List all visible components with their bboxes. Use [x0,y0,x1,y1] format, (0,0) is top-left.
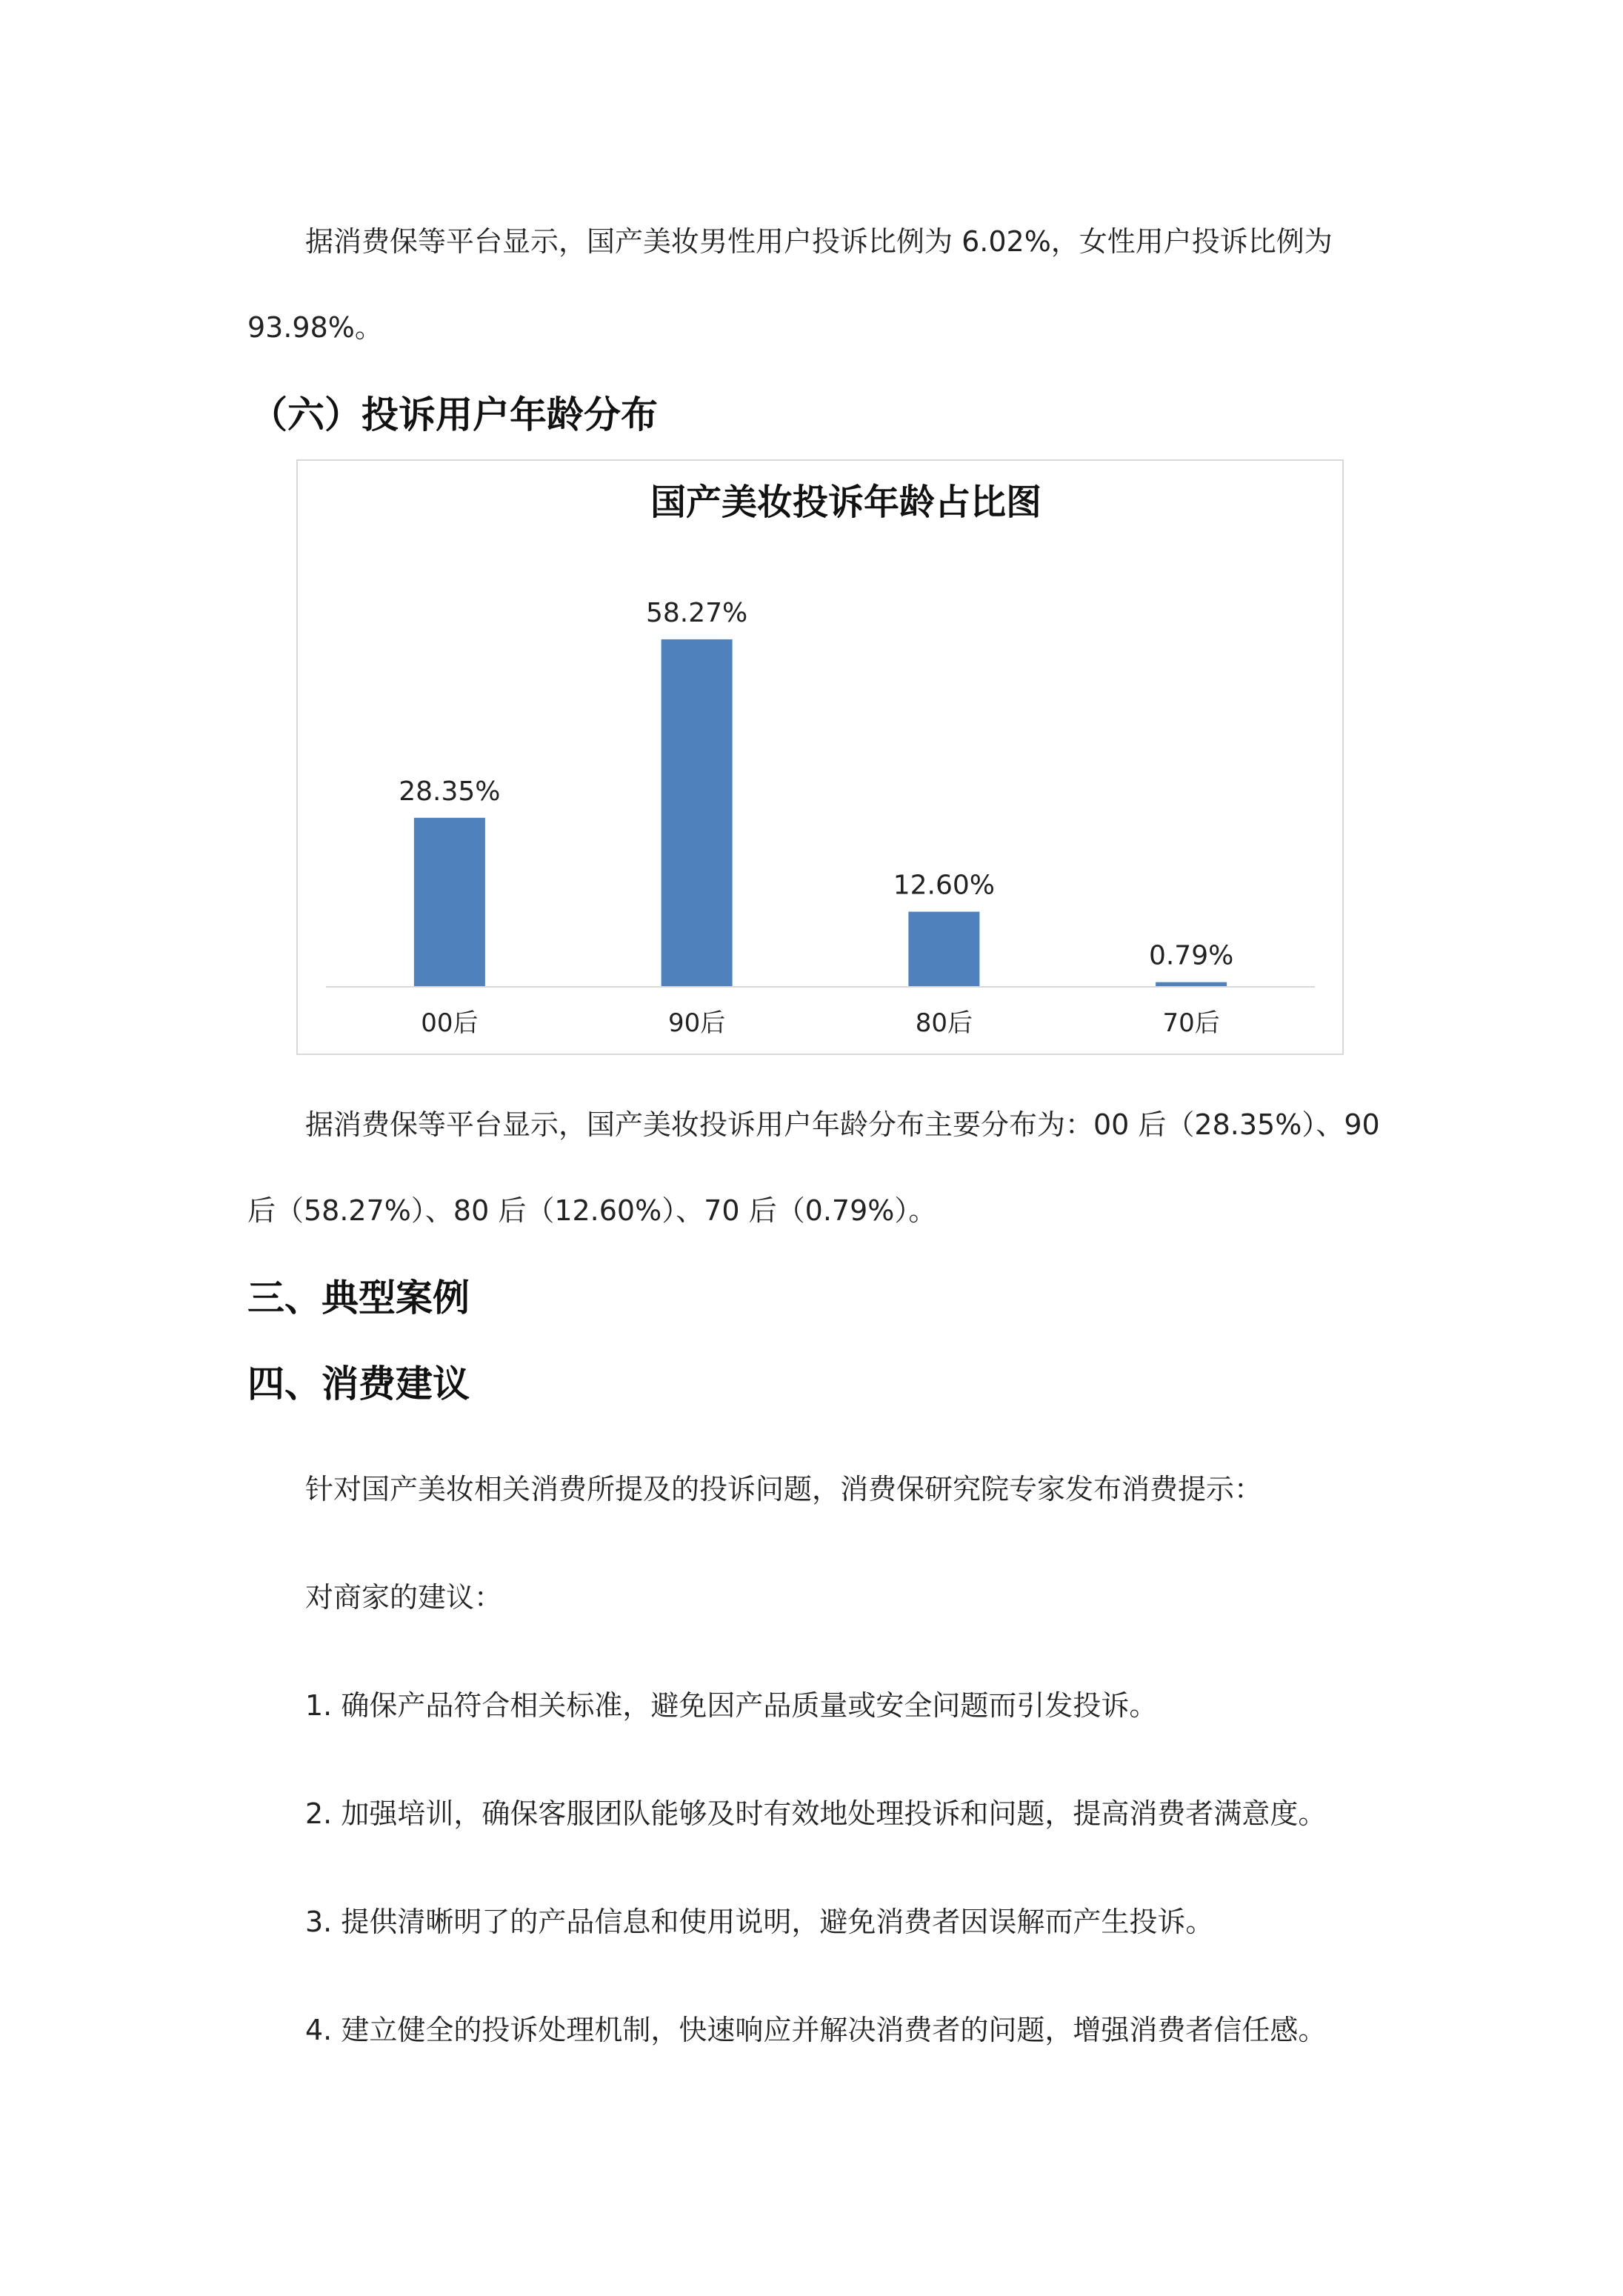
bar-value-label: 0.79% [1148,940,1234,971]
bar-value-label: 12.60% [893,870,996,901]
heading-typical-cases: 三、典型案例 [247,1277,470,1320]
category-label: 90后 [667,1008,726,1038]
advice-item: 4. 建立健全的投诉处理机制，快速响应并解决消费者的问题，增强消费者信任感。 [305,2014,1327,2046]
category-label: 80后 [915,1008,973,1038]
advice-item: 1. 确保产品符合相关标准，避免因产品质量或安全问题而引发投诉。 [305,1689,1158,1722]
heading-age-distribution: （六）投诉用户年龄分布 [250,393,658,436]
bar-value-label: 28.35% [399,776,501,807]
age-paragraph-line2: 后（58.27%）、80 后（12.60%）、70 后（0.79%）。 [247,1194,937,1227]
advice-item: 3. 提供清晰明了的产品信息和使用说明，避免消费者因误解而产生投诉。 [305,1906,1214,1938]
heading-consumer-advice: 四、消费建议 [247,1362,470,1405]
bar-0 [414,818,485,987]
bar-1 [661,639,733,987]
advice-item: 2. 加强培训，确保客服团队能够及时有效地处理投诉和问题，提高消费者满意度。 [305,1797,1327,1830]
bars-group [399,598,1233,1038]
advice-intro: 针对国产美妆相关消费所提及的投诉问题，消费保研究院专家发布消费提示： [305,1473,1263,1505]
merchant-advice-title: 对商家的建议： [305,1581,503,1614]
chart-svg [298,461,1342,1054]
chart-title: 国产美妆投诉年龄占比图 [650,482,1042,523]
category-label: 70后 [1162,1008,1220,1038]
bar-value-label: 58.27% [645,597,748,628]
gender-paragraph-line2: 93.98%。 [247,311,383,344]
gender-paragraph-line1: 据消费保等平台显示，国产美妆男性用户投诉比例为 6.02%，女性用户投诉比例为 [305,225,1333,258]
age-bar-chart [296,459,1344,1055]
age-paragraph-line1: 据消费保等平台显示，国产美妆投诉用户年龄分布主要分布为：00 后（28.35%）、90 [305,1108,1380,1141]
bar-2 [908,912,979,987]
category-label: 00后 [421,1008,479,1038]
